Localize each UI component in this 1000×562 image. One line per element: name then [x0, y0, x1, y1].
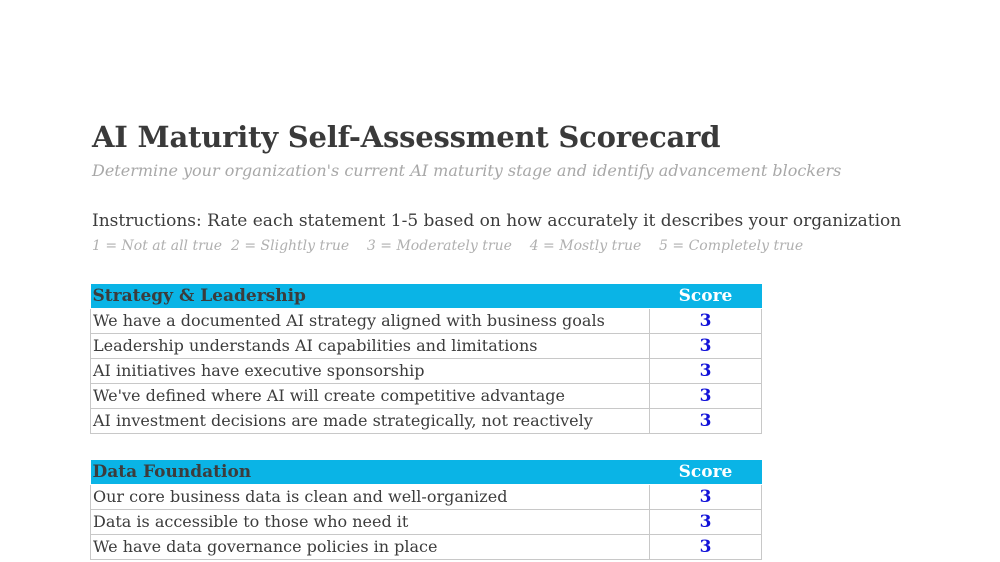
table-row — [91, 409, 762, 434]
instructions-text: Instructions: Rate each statement 1-5 based on how accurately it describes your organization — [92, 211, 902, 231]
section-header — [91, 460, 762, 485]
section-title: Data Foundation — [91, 460, 650, 485]
table-row — [91, 384, 762, 409]
table-row — [91, 359, 762, 384]
table-row — [91, 485, 762, 510]
table-row — [91, 510, 762, 535]
statement-cell: AI initiatives have executive sponsorship — [91, 359, 650, 384]
score-cell[interactable]: 3 — [650, 409, 762, 434]
score-cell[interactable]: 3 — [650, 510, 762, 535]
statement-cell: AI investment decisions are made strategically, not reactively — [91, 409, 650, 434]
score-column-header: Score — [650, 284, 762, 309]
statement-cell: Our core business data is clean and well-organized — [91, 485, 650, 510]
score-cell[interactable]: 3 — [650, 309, 762, 334]
page-subtitle: Determine your organization's current AI maturity stage and identify advancement blockers — [92, 161, 842, 180]
section-strategy-leadership — [90, 284, 762, 434]
table-row — [91, 535, 762, 560]
section-header — [91, 284, 762, 309]
score-cell[interactable]: 3 — [650, 359, 762, 384]
section-data-foundation — [90, 460, 762, 560]
statement-cell: We have a documented AI strategy aligned with business goals — [91, 309, 650, 334]
statement-cell: Leadership understands AI capabilities and limitations — [91, 334, 650, 359]
rating-scale-legend: 1 = Not at all true 2 = Slightly true 3 = Moderately true 4 = Mostly true 5 = Completely true — [92, 238, 804, 254]
page-title: AI Maturity Self-Assessment Scorecard — [92, 120, 721, 154]
table-row — [91, 309, 762, 334]
score-column-header: Score — [650, 460, 762, 485]
score-cell[interactable]: 3 — [650, 384, 762, 409]
statement-cell: We have data governance policies in place — [91, 535, 650, 560]
score-cell[interactable]: 3 — [650, 334, 762, 359]
score-cell[interactable]: 3 — [650, 535, 762, 560]
score-cell[interactable]: 3 — [650, 485, 762, 510]
statement-cell: We've defined where AI will create competitive advantage — [91, 384, 650, 409]
section-title: Strategy & Leadership — [91, 284, 650, 309]
table-row — [91, 334, 762, 359]
statement-cell: Data is accessible to those who need it — [91, 510, 650, 535]
